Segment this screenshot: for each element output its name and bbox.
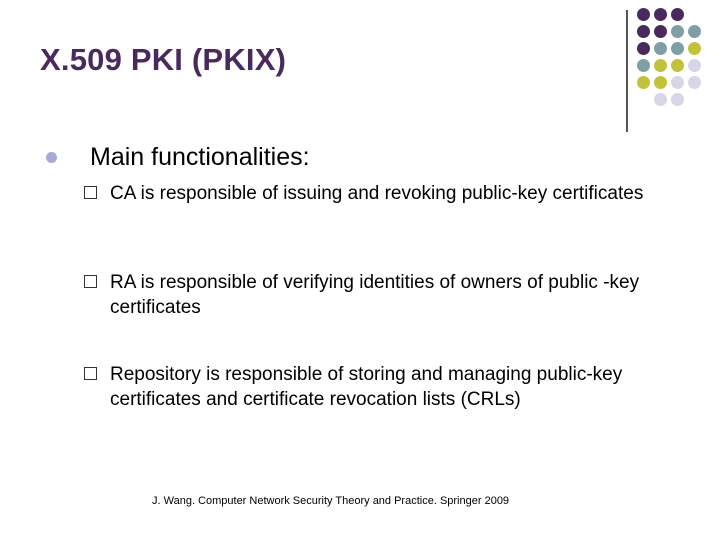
main-heading: Main functionalities:: [90, 143, 310, 171]
decor-dot: [637, 25, 650, 38]
decor-dot: [688, 42, 701, 55]
decor-dot-empty: [688, 8, 701, 21]
decor-dot: [688, 59, 701, 72]
decor-dot: [671, 76, 684, 89]
list-item-text: CA is responsible of issuing and revoking public-key certificates: [110, 183, 644, 204]
decor-dot: [654, 76, 667, 89]
list-item-text: RA is responsible of verifying identities of owners of public -key certificates: [110, 272, 640, 318]
slide-title: X.509 PKI (PKIX): [40, 42, 287, 77]
decor-dot: [671, 8, 684, 21]
decor-dot: [671, 93, 684, 106]
decor-dot: [671, 25, 684, 38]
list-item: [76, 362, 696, 412]
decor-dot: [654, 25, 667, 38]
title-divider-line: [626, 10, 628, 132]
decor-dot: [637, 59, 650, 72]
checkbox-bullet-icon: [84, 186, 97, 199]
decor-dot-empty: [637, 93, 650, 106]
decor-dot: [671, 42, 684, 55]
decor-dot: [688, 25, 701, 38]
decor-dot: [654, 59, 667, 72]
decor-dot: [654, 93, 667, 106]
decor-dot: [654, 42, 667, 55]
decorative-dot-grid: [637, 8, 703, 108]
decor-dot: [637, 42, 650, 55]
checkbox-bullet-icon: [84, 367, 97, 380]
bullet-dot-icon: [46, 152, 57, 163]
list-item: [76, 181, 696, 206]
checkbox-bullet-icon: [84, 275, 97, 288]
list-item: [76, 270, 696, 320]
decor-dot: [637, 76, 650, 89]
list-item-text: Repository is responsible of storing and managing public-key certificates and certificate revocation lists (CRLs): [110, 364, 623, 410]
decor-dot-empty: [688, 93, 701, 106]
decor-dot: [671, 59, 684, 72]
decor-dot: [654, 8, 667, 21]
decor-dot: [637, 8, 650, 21]
decor-dot: [688, 76, 701, 89]
citation-footer: J. Wang. Computer Network Security Theory and Practice. Springer 2009: [152, 495, 510, 507]
